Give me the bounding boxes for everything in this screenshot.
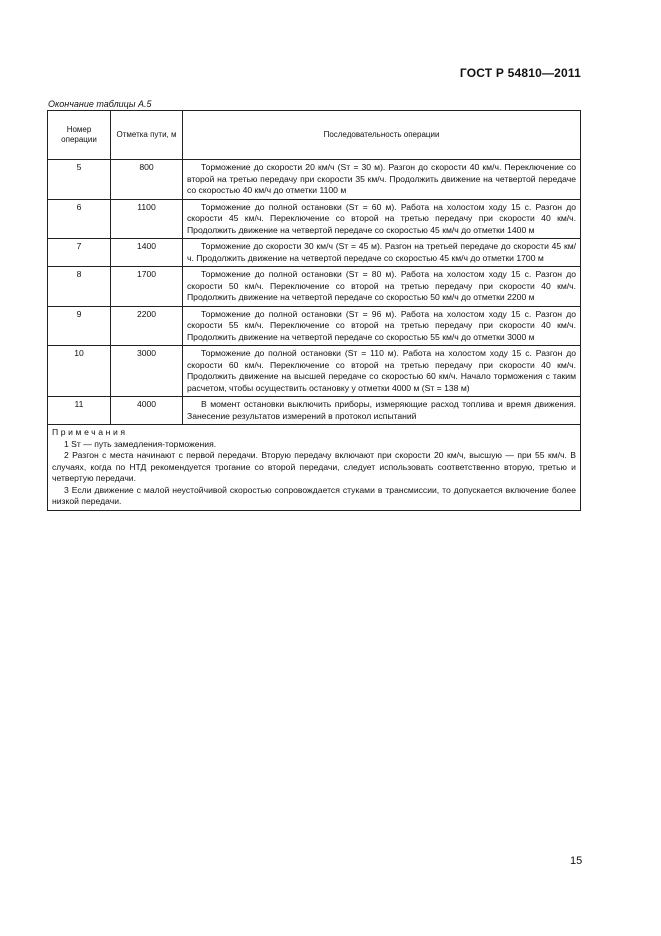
operation-sequence: Торможение до полной остановки (Sт = 110 м). Работа на холостом ходу 15 с. Разгон до скорости 60 км/ч. Переключение со второй на третью передачу при скорости 40 км/ч. Продолжить движение на высшей передаче со скоростью 60 км/ч. Начало торможения с таким расчетом, чтобы осуществить остановку у отметки 4000 м (Sт = 138 м) xyxy=(183,346,581,397)
operation-number: 8 xyxy=(48,267,111,307)
operation-number: 11 xyxy=(48,397,111,425)
note-item: 1 Sт — путь замедления-торможения. xyxy=(64,438,217,449)
table-row xyxy=(48,239,581,267)
notes-title: Примечания xyxy=(52,427,128,437)
operation-number: 9 xyxy=(48,306,111,346)
operation-sequence: Торможение до скорости 30 км/ч (Sт = 45 м). Разгон на третьей передаче до скорости 45 км/ч. Продолжить движение на четвертой передаче со скоростью 45 км/ч до отметки 1700 м xyxy=(183,239,581,267)
note-item: 2 Разгон с места начинают с первой передачи. Вторую передачу включают при скорости 20 км/ч, высшую — при 55 км/ч. В случаях, когда по НТД рекомендуется трогание со второй передачи, следует использовать соответственно вторую, третью и четвертую передачи. xyxy=(52,450,576,483)
table-row xyxy=(48,346,581,397)
table-row xyxy=(48,199,581,239)
path-mark: 4000 xyxy=(111,397,183,425)
operation-sequence: Торможение до полной остановки (Sт = 96 м). Работа на холостом ходу 15 с. Разгон до скорости 55 км/ч. Переключение со второй на третью передачу при скорости 40 км/ч. Продолжить движение на четвертой передаче со скоростью 55 км/ч до отметки 3000 м xyxy=(183,306,581,346)
table-row xyxy=(48,267,581,307)
path-mark: 1100 xyxy=(111,199,183,239)
table-row xyxy=(48,397,581,425)
operation-sequence: Торможение до полной остановки (Sт = 80 м). Работа на холостом ходу 15 с. Разгон до скорости 50 км/ч. Переключение со второй на третью передачу при скорости 40 км/ч. Продолжить движение на четвертой передаче со скоростью 50 км/ч до отметки 2200 м xyxy=(183,267,581,307)
column-header-sequence: Последовательность операции xyxy=(183,111,581,160)
operation-sequence: В момент остановки выключить приборы, измеряющие расход топлива и время движения. Занесение результатов измерений в протокол испытаний xyxy=(183,397,581,425)
operation-number: 6 xyxy=(48,199,111,239)
table-header-row xyxy=(48,111,581,160)
operation-sequence: Торможение до скорости 20 км/ч (Sт = 30 м). Разгон до скорости 40 км/ч. Переключение со второй на третью передачу при скорости 35 км/ч. Продолжить движение на четвертой передаче со скоростью 40 км/ч до отметки 1100 м xyxy=(183,160,581,200)
path-mark: 1400 xyxy=(111,239,183,267)
page-number: 15 xyxy=(570,855,583,867)
table-row xyxy=(48,160,581,200)
table-row xyxy=(48,306,581,346)
path-mark: 800 xyxy=(111,160,183,200)
path-mark: 1700 xyxy=(111,267,183,307)
column-header-number: Номер операции xyxy=(48,111,111,160)
operation-number: 10 xyxy=(48,346,111,397)
note-item: 3 Если движение с малой неустойчивой скоростью сопровождается стуками в трансмиссии, то допускается включение более низкой передачи. xyxy=(52,484,576,506)
path-mark: 2200 xyxy=(111,306,183,346)
notes-cell xyxy=(48,425,581,511)
document-code: ГОСТ Р 54810—2011 xyxy=(459,66,581,80)
table-caption: Окончание таблицы А.5 xyxy=(48,99,152,109)
operation-sequence: Торможение до полной остановки (Sт = 60 м). Работа на холостом ходу 15 с. Разгон до скорости 45 км/ч. Переключение со второй на третью передачу при скорости 40 км/ч. Продолжить движение на четвертой передаче со скоростью 45 км/ч до отметки 1400 м xyxy=(183,199,581,239)
operations-table xyxy=(47,110,581,511)
column-header-distance: Отметка пути, м xyxy=(111,111,183,160)
operation-number: 5 xyxy=(48,160,111,200)
notes-row xyxy=(48,425,581,511)
operation-number: 7 xyxy=(48,239,111,267)
path-mark: 3000 xyxy=(111,346,183,397)
